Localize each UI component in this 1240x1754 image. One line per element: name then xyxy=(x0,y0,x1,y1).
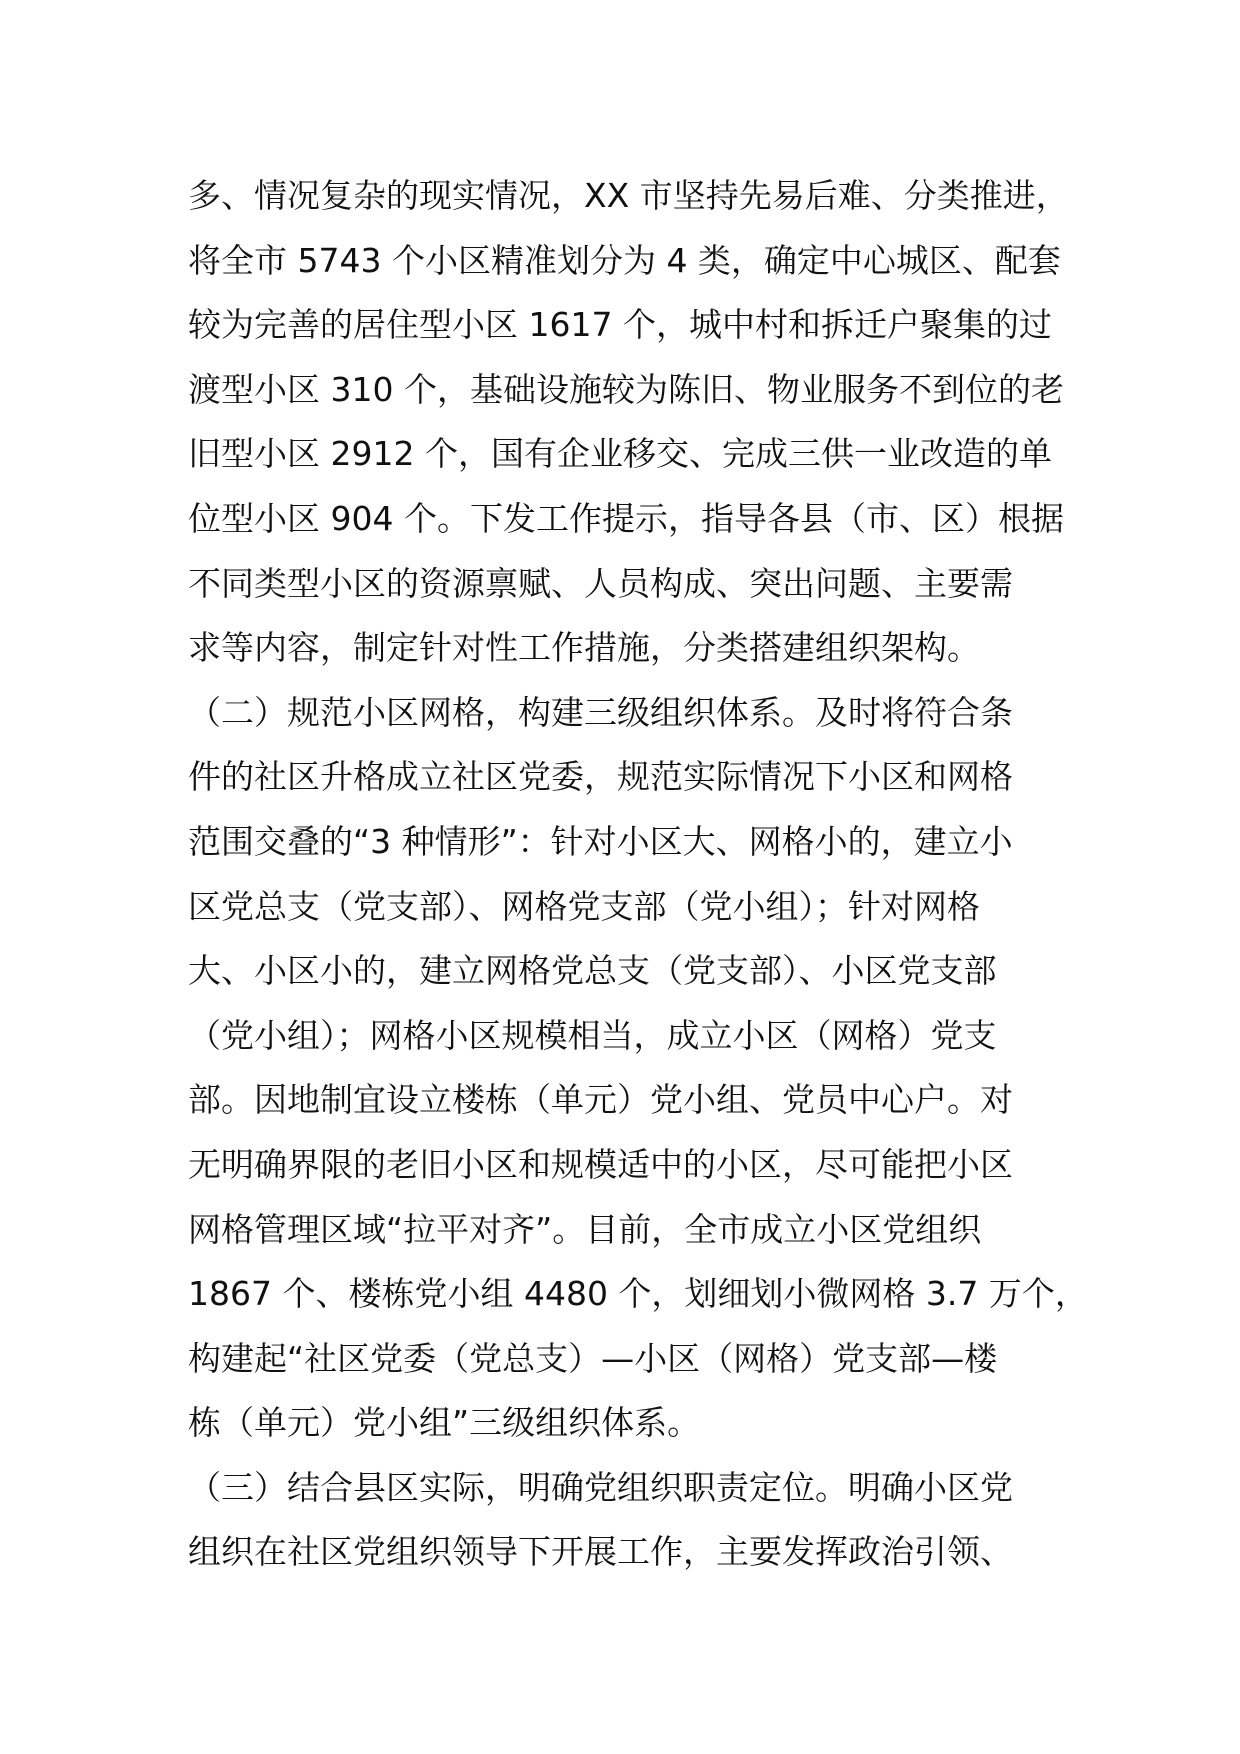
text-line: 不同类型小区的资源禀赋、人员构成、突出问题、主要需 xyxy=(188,563,1013,603)
text-line: （党小组）；网格小区规模相当，成立小区（网格）党支 xyxy=(188,1015,997,1055)
text-line: 网格管理区域“拉平对齐”。目前，全市成立小区党组织 xyxy=(188,1209,982,1249)
text-line: 范围交叠的“3 种情形”：针对小区大、网格小的，建立小 xyxy=(188,821,1013,861)
text-line: 栋（单元）党小组”三级组织体系。 xyxy=(188,1403,701,1443)
text-line: 无明确界限的老旧小区和规模适中的小区，尽可能把小区 xyxy=(188,1144,1013,1184)
text-line: 求等内容，制定针对性工作措施，分类搭建组织架构。 xyxy=(188,628,980,668)
text-line: 构建起“社区党委（党总支）—小区（网格）党支部—楼 xyxy=(188,1338,998,1378)
text-line: 1867 个、楼栋党小组 4480 个，划细划小微网格 3.7 万个， xyxy=(188,1274,1088,1314)
text-line: 将全市 5743 个小区精准划分为 4 类，确定中心城区、配套 xyxy=(188,240,1061,280)
text-line: 部。因地制宜设立楼栋（单元）党小组、党员中心户。对 xyxy=(188,1080,1013,1120)
text-line: 渡型小区 310 个，基础设施较为陈旧、物业服务不到位的老 xyxy=(188,369,1064,409)
section-heading-line: （三）结合县区实际，明确党组织职责定位。明确小区党 xyxy=(188,1467,1013,1507)
text-line: 件的社区升格成立社区党委，规范实际情况下小区和网格 xyxy=(188,757,1013,797)
text-line: 大、小区小的，建立网格党总支（党支部）、小区党支部 xyxy=(188,951,997,991)
section-heading-line: （二）规范小区网格，构建三级组织体系。及时将符合条 xyxy=(188,692,1013,732)
text-line: 位型小区 904 个。下发工作提示，指导各县（市、区）根据 xyxy=(188,498,1064,538)
body-text xyxy=(188,164,1088,1585)
text-line: 多、情况复杂的现实情况，XX 市坚持先易后难、分类推进， xyxy=(188,176,1069,215)
text-line: 较为完善的居住型小区 1617 个，城中村和拆迁户聚集的过 xyxy=(188,305,1052,345)
text-line: 旧型小区 2912 个，国有企业移交、完成三供一业改造的单 xyxy=(188,434,1052,474)
text-line: 组织在社区党组织领导下开展工作，主要发挥政治引领、 xyxy=(188,1532,1013,1572)
text-line: 区党总支（党支部）、网格党支部（党小组）；针对网格 xyxy=(188,886,980,926)
